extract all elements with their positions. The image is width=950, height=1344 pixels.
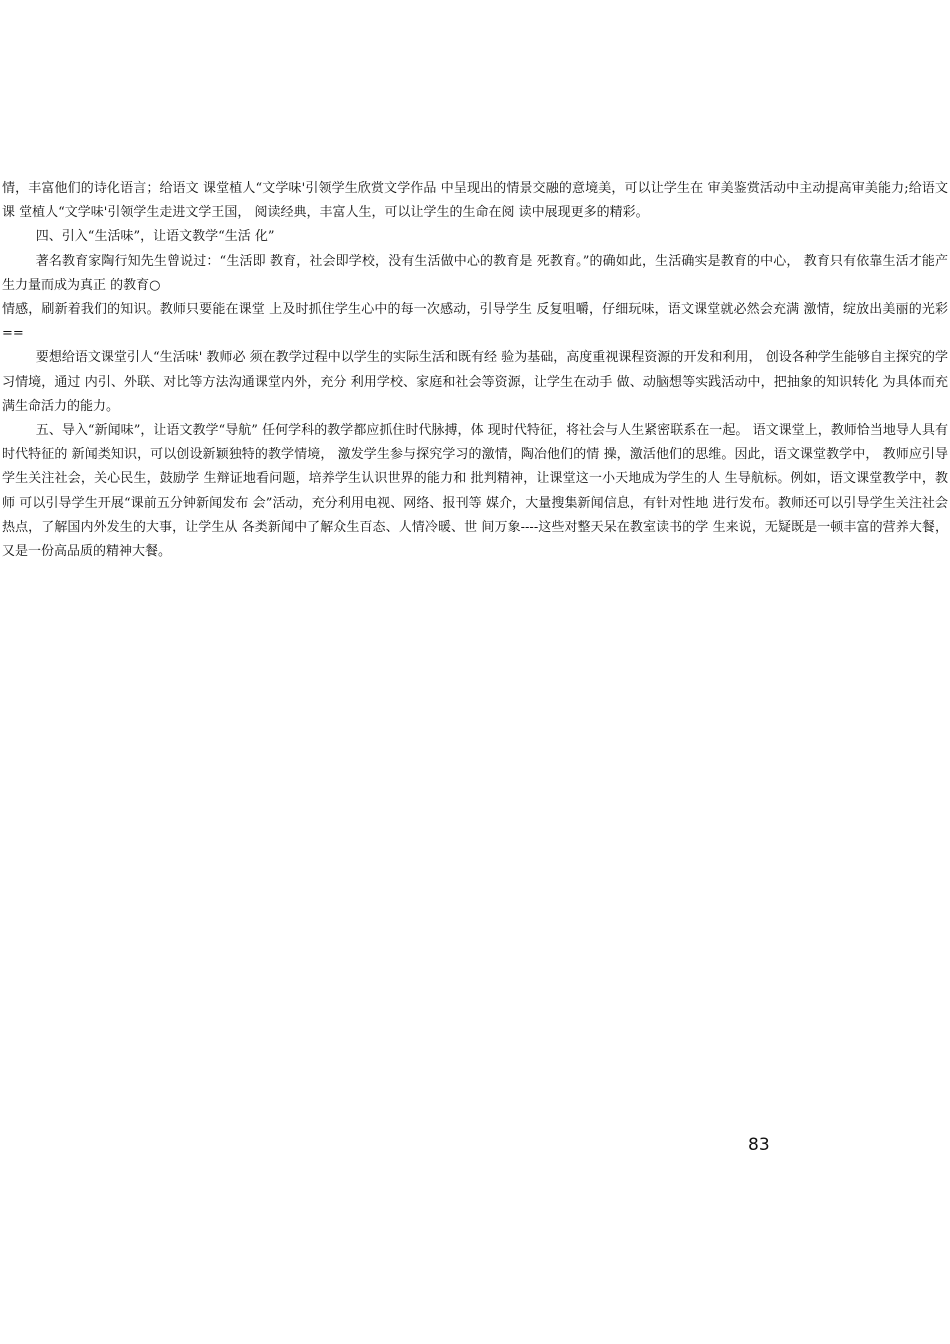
page-number: 83 bbox=[748, 1135, 770, 1155]
paragraph-life-flavor: 要想给语文课堂引人“生活味' 教师必 须在教学过程中以学生的实际生活和既有经 验为基础，高度重视课程资源的开发和利用， 创设各种学生能够自主探究的学习情境，通过 内引、外联、对比等方法沟通课堂内外，充分 利用学校、家庭和社会等资源，让学生在动手 做、动脑想等实践活动中，把抽象的知识转化 为具体而充满生命活力的能力。 bbox=[2, 350, 948, 414]
paragraph-continuation: 情，丰富他们的诗化语言；给语文 课堂植人“文学味'引领学生欣赏文学作品 中呈现出的情景交融的意境美，可以让学生在 审美鉴赏活动中主动提高审美能力;给语文课 堂植人“文学味'引领学生走进文学王国， 阅读经典，丰富人生，可以让学生的生命在阅 读中展现更多的精彩。 bbox=[2, 181, 948, 221]
document-body bbox=[2, 177, 948, 564]
paragraph-tao-xingzhi-quote: 著名教育家陶行知先生曾说过：“生活即 教育，社会即学校，没有生活做中心的教育是 死教育。”的确如此，生活确实是教育的中心， 教育只有依靠生活才能产生力量而成为真正 的教育○ bbox=[2, 253, 948, 293]
section-heading-four: 四、引入“生活味”，让语文教学“生活 化” bbox=[35, 229, 275, 245]
section-five-news-flavor: 五、导入“新闻味”，让语文教学“导航” 任何学科的教学都应抓住时代脉搏，体 现时代特征，将社会与人生紧密联系在一起。 语文课堂上，教师恰当地导人具有时代特征的 新闻类知识，可以创设新颖独特的教学情境， 激发学生参与探究学习的激情，陶冶他们的情 操，激活他们的思维。因此，语文课堂教学中， 教师应引导学生关注社会，关心民生，鼓励学 生辩证地看问题，培养学生认识世界的能力和 批判精神，让课堂这一小天地成为学生的人 生导航标。例如，语文课堂教学中，教师 可以引导学生开展“课前五分钟新闻发布 会”活动，充分利用电视、网络、报刊等 媒介，大量搜集新闻信息，有针对性地 进行发布。教师还可以引导学生关注社会 热点，了解国内外发生的大事，让学生从 各类新闻中了解众生百态、人情冷暖、世 间万象----这些对整天呆在教室读书的学 生来说，无疑既是一顿丰富的营养大餐， 又是一份高品质的精神大餐。 bbox=[2, 423, 948, 560]
paragraph-emotion: 情感，刷新着我们的知识。教师只要能在课堂 上及时抓住学生心中的每一次感动，引导学生 反复咀嚼，仔细玩味，语文课堂就必然会充满 激情，绽放出美丽的光彩== bbox=[2, 302, 948, 342]
